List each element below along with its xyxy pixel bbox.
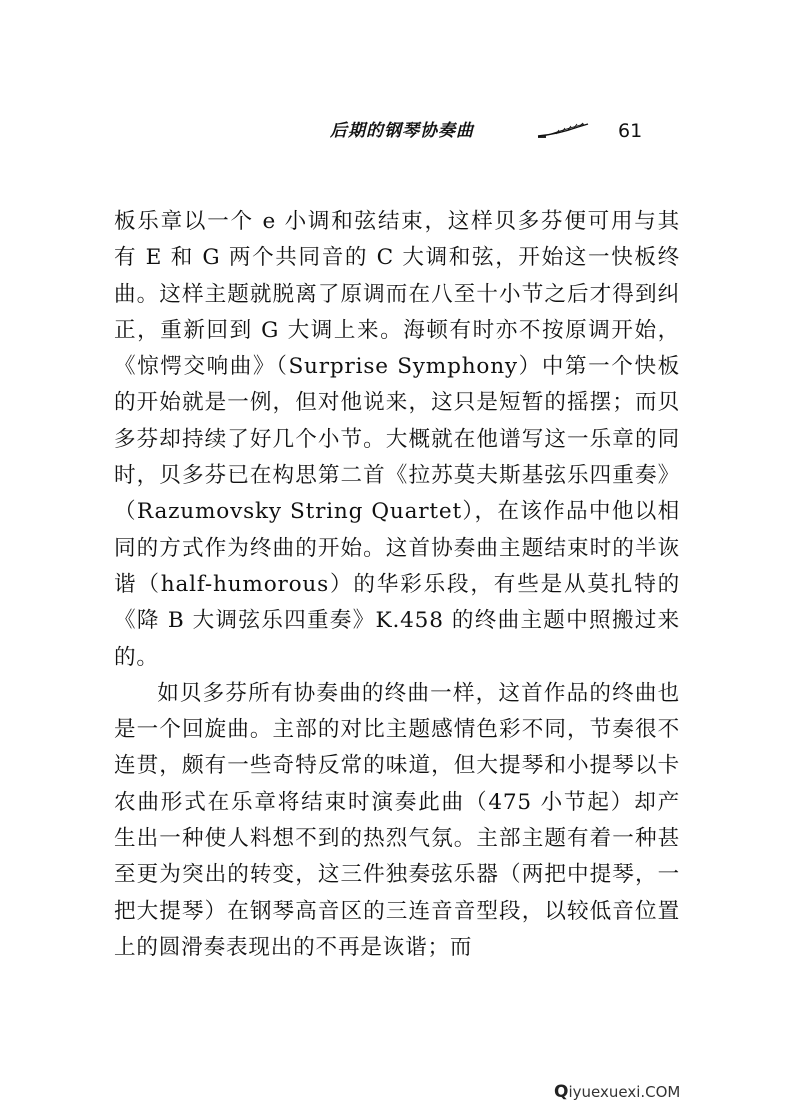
watermark-domain: iyuexuexi.COM [568,1083,681,1101]
running-title: 后期的钢琴协奏曲 [330,121,474,141]
paragraph-2: 如贝多芬所有协奏曲的终曲一样，这首作品的终曲也是一个回旋曲。主部的对比主题感情色彩不同，节奏很不连贯，颇有一些奇特反常的味道，但大提琴和小提琴以卡农曲形式在乐章将结束时演奏此曲（475 小节起）却产生出一种使人料想不到的热烈气氛。主部主题有着一种甚至更为突出的转变，这三件独奏弦乐器（两把中提琴，一把大提琴）在钢琴高音区的三连音音型段，以较低音位置上的圆滑奏表现出的不再是诙谐；而 [114,680,680,960]
paragraph-1: 板乐章以一个 e 小调和弦结束，这样贝多芬便可用与其有 E 和 G 两个共同音的 C 大调和弦，开始这一快板终曲。这样主题就脱离了原调而在八至十小节之后才得到纠正，重新回到 G 大调上来。海顿有时亦不按原调开始，《惊愕交响曲》（Surprise Symphony）中第一个快板的开始就是一例，但对他说来，这只是短暂的摇摆；而贝多芬却持续了好几个小节。大概就在他谱写这一乐章的同时，贝多芬已在构思第二首《拉苏莫夫斯基弦乐四重奏》（Razumovsky String Quartet），在该作品中他以相同的方式作为终曲的开始。这首协奏曲主题结束时的半诙谐（half-humorous）的华彩乐段，有些是从莫扎特的《降 B 大调弦乐四重奏》K.458 的终曲主题中照搬过来的。 [114,209,680,670]
page-number: 61 [618,120,643,142]
quill-flourish-icon [536,122,590,140]
site-watermark[interactable] [554,1082,680,1102]
watermark-lead-letter: Q [554,1082,569,1102]
body-text [114,204,680,966]
running-head [0,118,794,148]
